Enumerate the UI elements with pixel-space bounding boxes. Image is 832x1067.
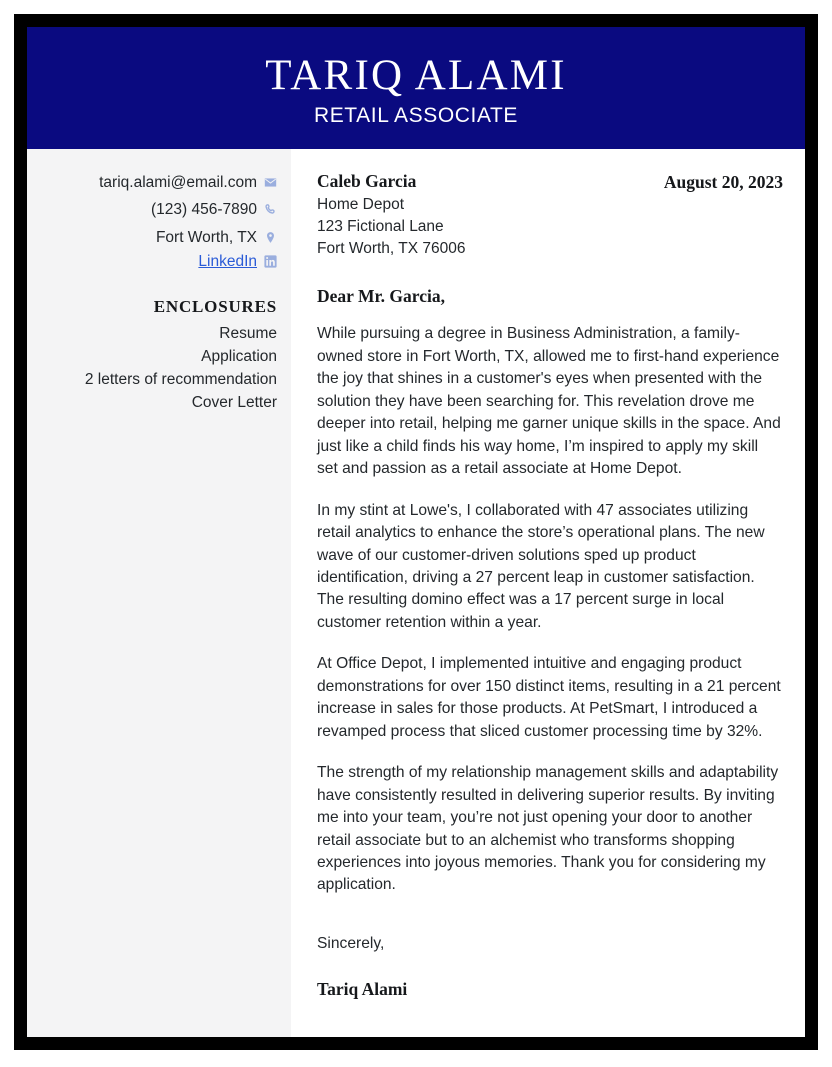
contact-item-location (37, 226, 277, 249)
contact-email-value: tariq.alami@email.com (99, 174, 257, 191)
enclosure-item: 2 letters of recommendation (84, 370, 277, 388)
recipient-street: 123 Fictional Lane (317, 218, 444, 236)
contact-item-linkedin[interactable] (37, 253, 277, 271)
recipient-block (317, 171, 783, 260)
letter-paragraph: At Office Depot, I implemented intuitive and engaging product demonstrations for over 150 distinct items, resulting in a 21 percent increase in sales for those products. At PetSmart, I introduced a revamped process that sliced customer processing time by 32%. (317, 655, 781, 740)
letter-paragraph: While pursuing a degree in Business Administration, a family-owned store in Fort Worth, TX, allowed me to first-hand experience the joy that shines in a customer's eyes when presented with the solution they have been searching for. This revelation drove me deeper into retail, helping me garner unique skills in the space. And just like a child finds his way home, I’m inspired to apply my skill set and passion as a retail associate at Home Depot. (317, 325, 781, 478)
location-pin-icon (264, 231, 277, 244)
enclosures-heading: ENCLOSURES (153, 296, 277, 316)
enclosure-item: Resume (219, 324, 277, 342)
recipient-company: Home Depot (317, 196, 405, 213)
contact-item-email (37, 171, 277, 194)
salutation: Dear Mr. Garcia, (317, 286, 445, 307)
phone-icon (264, 203, 277, 216)
letter-content (291, 149, 805, 1037)
enclosures-section (37, 297, 277, 415)
linkedin-link[interactable]: LinkedIn (198, 252, 257, 270)
job-title-subtitle: RETAIL ASSOCIATE (313, 104, 519, 128)
contact-list (37, 171, 277, 271)
letter-paragraph: The strength of my relationship management skills and adaptability have consistently resulted in delivering superior results. By inviting me into your team, you’re not just opening your door to another retail associate but to an alchemist who transforms shopping experiences into joyous memories. Thank you for considering my application. (317, 764, 779, 894)
recipient-city-state-zip: Fort Worth, TX 76006 (317, 240, 466, 258)
recipient-address (317, 171, 465, 260)
contact-item-phone (37, 198, 277, 221)
sidebar (27, 149, 291, 1037)
document-page-frame (14, 14, 818, 1050)
cover-letter-page (27, 27, 805, 1037)
envelope-icon (264, 176, 277, 189)
enclosure-item: Application (201, 347, 277, 365)
document-body (27, 149, 805, 1037)
signature-name: Tariq Alami (317, 978, 408, 999)
document-header (27, 27, 805, 149)
page-title: TARIQ ALAMI (265, 52, 567, 99)
letter-paragraph: In my stint at Lowe's, I collaborated with 47 associates utilizing retail analytics to enhance the store’s operational plans. The new wave of our customer-driven solutions sped up product identification, driving a 27 percent leap in customer satisfaction. The resulting domino effect was a 17 percent surge in local customer retention within a year. (317, 501, 765, 631)
contact-phone-value: (123) 456-7890 (151, 201, 257, 219)
closing-salutation: Sincerely, (317, 934, 385, 952)
letter-date: August 20, 2023 (663, 172, 783, 192)
enclosure-item: Cover Letter (191, 393, 277, 411)
linkedin-icon[interactable] (264, 255, 277, 268)
recipient-name: Caleb Garcia (317, 171, 417, 191)
contact-location-value: Fort Worth, TX (155, 228, 257, 246)
